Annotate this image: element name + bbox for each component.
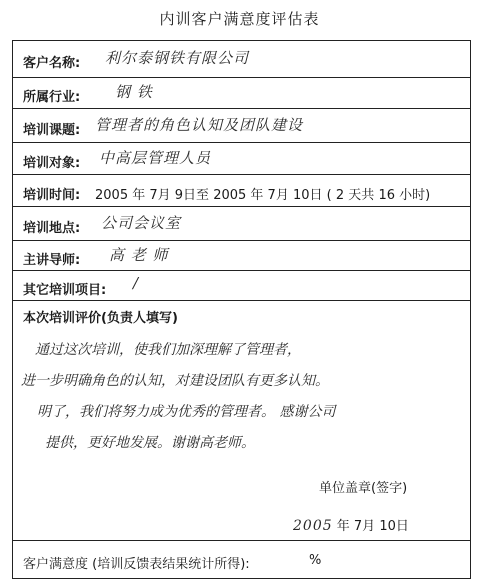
trainer-label: 主讲导师: [23, 253, 81, 268]
industry-label: 所属行业: [23, 90, 81, 105]
evaluation-line: 提供，更好地发展。谢谢高老师。 [45, 435, 255, 451]
row-other [13, 271, 470, 301]
other-label: 其它培训项目: [23, 283, 107, 298]
time-hours: 16 [378, 188, 395, 203]
time-days: 2 [335, 188, 345, 203]
row-trainer [13, 241, 470, 271]
client-label: 客户名称: [23, 56, 81, 71]
client-value: 利尔泰钢铁有限公司 [105, 49, 250, 67]
location-label: 培训地点: [23, 221, 81, 236]
time-start-year: 2005 [95, 188, 129, 203]
time-text [95, 184, 430, 203]
evaluation-line: 明了，我们将努力成为优秀的管理者。 感谢公司 [37, 404, 336, 420]
time-start-rest: 年 7月 9日至 [132, 188, 210, 203]
topic-value: 管理者的角色认知及团队建设 [95, 116, 304, 134]
topic-label: 培训课题: [23, 123, 81, 138]
time-hours-text: 小时) [399, 188, 431, 203]
location-value: 公司会议室 [101, 214, 182, 232]
audience-value: 中高层管理人员 [99, 149, 212, 167]
row-satisfaction [13, 541, 470, 578]
row-audience [13, 143, 470, 175]
time-end-rest: 年 7月 10日 ( [250, 188, 332, 203]
audience-label: 培训对象: [23, 156, 81, 171]
evaluation-line: 进一步明确角色的认知，对建设团队有更多认知。 [21, 373, 329, 389]
satisfaction-label: 客户满意度 (培训反馈表结果统计所得): [23, 557, 250, 572]
stamp-date [293, 515, 409, 534]
form-title: 内训客户满意度评估表 [159, 10, 320, 28]
row-location [13, 207, 470, 241]
row-evaluation [13, 301, 470, 541]
evaluation-label: 本次培训评价(负责人填写) [23, 311, 178, 326]
row-topic [13, 109, 470, 143]
row-time [13, 175, 470, 207]
evaluation-line: 通过这次培训，使我们加深理解了管理者， [35, 342, 301, 358]
other-value: / [133, 274, 140, 292]
stamp-date-year: 2005 [293, 518, 333, 534]
time-end-year: 2005 [213, 188, 247, 203]
time-label: 培训时间: [23, 188, 81, 203]
row-industry [13, 78, 470, 109]
satisfaction-unit: % [309, 553, 322, 568]
industry-value: 钢 铁 [115, 83, 153, 101]
time-days-text: 天共 [348, 188, 375, 203]
row-client [13, 41, 470, 78]
trainer-value: 高 老 师 [109, 246, 169, 264]
evaluation-comment [21, 335, 336, 459]
stamp-label: 单位盖章(签字) [319, 481, 408, 496]
evaluation-form [12, 40, 471, 579]
stamp-date-rest: 年 7月 10日 [336, 519, 409, 534]
